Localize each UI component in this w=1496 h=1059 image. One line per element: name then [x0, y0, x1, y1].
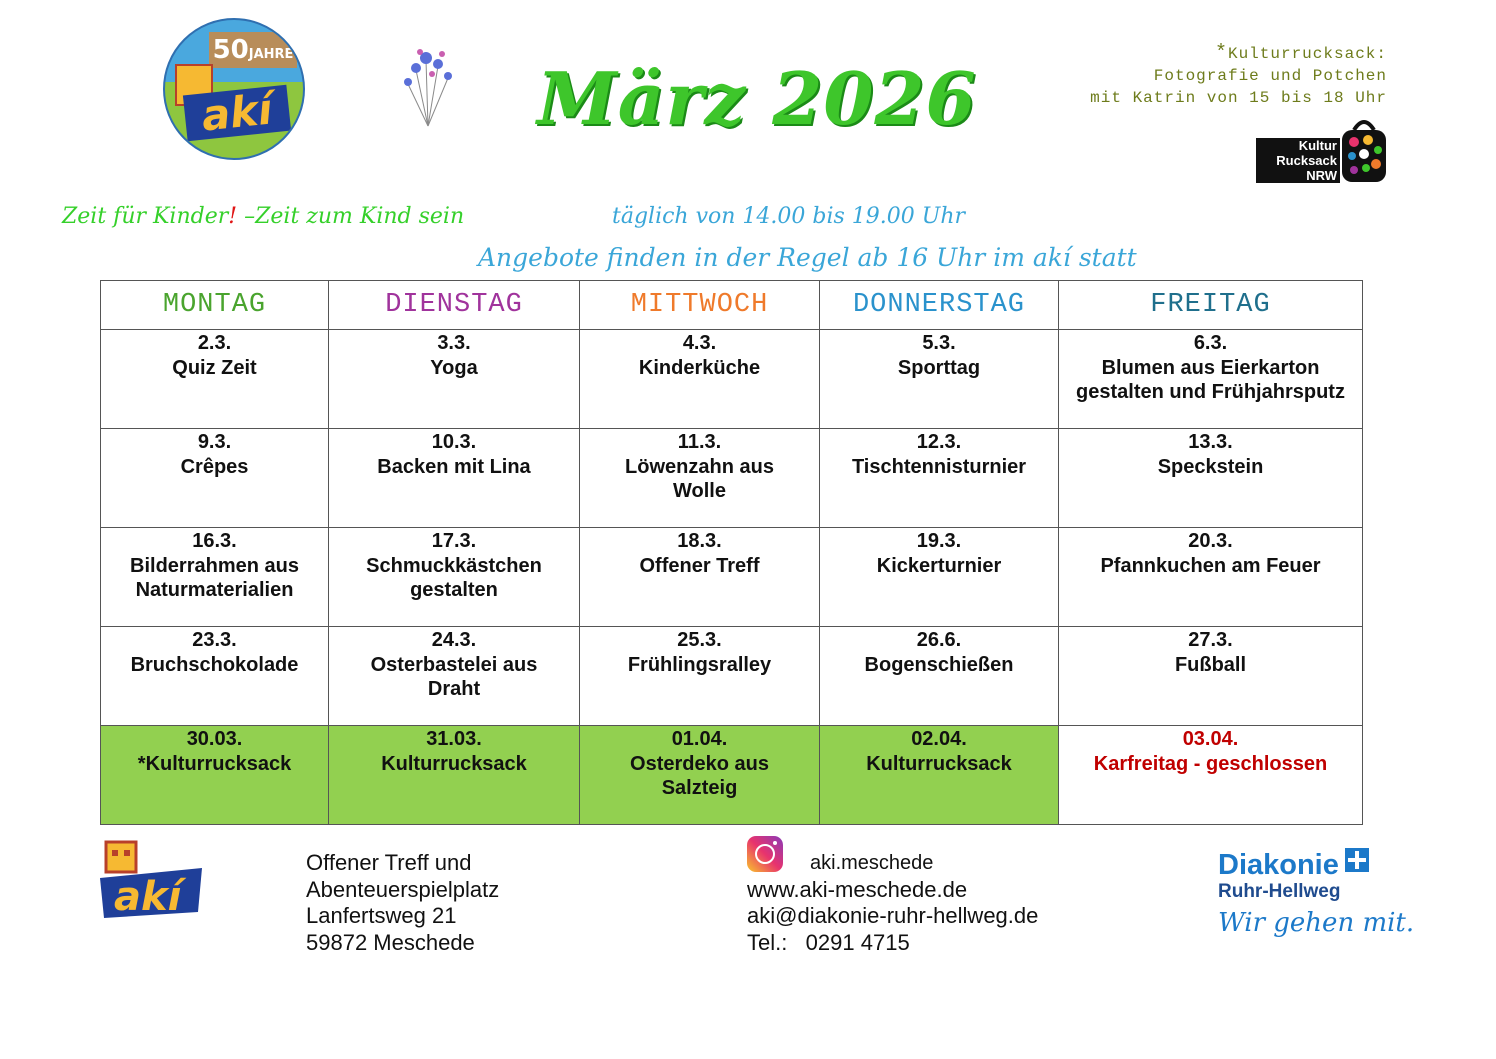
- schedule-cell: 11.3. Löwenzahn aus Wolle: [580, 429, 820, 528]
- schedule-cell: 24.3. Osterbastelei aus Draht: [329, 627, 580, 726]
- address-line: 59872 Meschede: [306, 929, 475, 955]
- contact-block: [747, 850, 1038, 956]
- svg-text:akí: akí: [114, 874, 182, 920]
- day-header-freitag: FREITAG: [1059, 281, 1363, 330]
- tagline-left: Zeit für Kinder! –Zeit zum Kind sein: [62, 204, 465, 229]
- table-row: [101, 726, 1363, 825]
- instagram-row: [747, 850, 1038, 877]
- diakonie-logo: [1218, 848, 1414, 943]
- kulturrucksack-nrw-logo: [1256, 116, 1390, 186]
- schedule-cell: 17.3. Schmuckkästchen gestalten: [329, 528, 580, 627]
- schedule-cell: 18.3. Offener Treff: [580, 528, 820, 627]
- phone-number: Tel.: 0291 4715: [747, 929, 910, 955]
- instagram-icon: [747, 836, 783, 872]
- schedule-cell: 3.3. Yoga: [329, 330, 580, 429]
- diakonie-cross-icon: [1345, 848, 1369, 872]
- table-row: [101, 528, 1363, 627]
- note-star: *: [1214, 42, 1228, 65]
- schedule-cell: 10.3. Backen mit Lina: [329, 429, 580, 528]
- logo-word: akí: [183, 85, 291, 142]
- day-header-donnerstag: DONNERSTAG: [820, 281, 1059, 330]
- schedule-cell: 13.3. Speckstein: [1059, 429, 1363, 528]
- schedule-table: [100, 280, 1363, 825]
- schedule-cell-closed: 03.04. Karfreitag - geschlossen: [1059, 726, 1363, 825]
- page-title: März 2026: [537, 56, 977, 141]
- opening-hours: täglich von 14.00 bis 19.00 Uhr: [612, 204, 966, 229]
- address-line: Offener Treff und: [306, 850, 472, 875]
- email-link[interactable]: aki@diakonie-ruhr-hellweg.de: [747, 903, 1039, 928]
- diakonie-name: Diakonie: [1218, 849, 1339, 881]
- schedule-cell: 2.3. Quiz Zeit: [101, 330, 329, 429]
- schedule-cell: 23.3. Bruchschokolade: [101, 627, 329, 726]
- schedule-cell: 12.3. Tischtennisturnier: [820, 429, 1059, 528]
- schedule-header-row: [101, 281, 1363, 330]
- flowers-icon: [398, 40, 460, 128]
- day-header-montag: MONTAG: [101, 281, 329, 330]
- diakonie-region: Ruhr-Hellweg: [1218, 881, 1341, 902]
- day-header-dienstag: DIENSTAG: [329, 281, 580, 330]
- schedule-cell: 6.3. Blumen aus Eierkarton gestalten und Frühjahrsputz: [1059, 330, 1363, 429]
- kulturrucksack-note: *Kulturrucksack: Fotografie und Potchen mit Katrin von 15 bis 18 Uhr: [1090, 42, 1387, 107]
- schedule-cell: 16.3. Bilderrahmen aus Naturmaterialien: [101, 528, 329, 627]
- schedule-cell-highlight: 31.03. Kulturrucksack: [329, 726, 580, 825]
- aki-50-jahre-logo: [163, 18, 305, 160]
- schedule-cell: 4.3. Kinderküche: [580, 330, 820, 429]
- kr-logo-text: Kultur Rucksack NRW: [1256, 138, 1340, 183]
- offers-note: Angebote finden in der Regel ab 16 Uhr im akí statt: [478, 243, 1137, 272]
- schedule-cell: 26.6. Bogenschießen: [820, 627, 1059, 726]
- schedule-cell-highlight: 02.04. Kulturrucksack: [820, 726, 1059, 825]
- website-link[interactable]: www.aki-meschede.de: [747, 876, 968, 902]
- schedule-cell: 20.3. Pfannkuchen am Feuer: [1059, 528, 1363, 627]
- diakonie-slogan: Wir gehen mit.: [1218, 908, 1415, 938]
- schedule-cell-highlight: 01.04. Osterdeko aus Salzteig: [580, 726, 820, 825]
- instagram-handle[interactable]: aki.meschede: [810, 852, 934, 874]
- table-row: [101, 627, 1363, 726]
- logo-sign: 50JAHRE: [209, 32, 297, 68]
- backpack-icon: [1340, 116, 1388, 184]
- address-line: Abenteuerspielplatz: [306, 876, 500, 902]
- address-line: Lanfertsweg 21: [306, 903, 457, 928]
- table-row: [101, 429, 1363, 528]
- address-block: [306, 850, 499, 956]
- schedule-cell: 9.3. Crêpes: [101, 429, 329, 528]
- aki-logo-small: [98, 838, 206, 922]
- schedule-cell: 19.3. Kickerturnier: [820, 528, 1059, 627]
- schedule-cell: 25.3. Frühlingsralley: [580, 627, 820, 726]
- schedule-cell: 27.3. Fußball: [1059, 627, 1363, 726]
- day-header-mittwoch: MITTWOCH: [580, 281, 820, 330]
- schedule-cell-highlight: 30.03. *Kulturrucksack: [101, 726, 329, 825]
- schedule-cell: 5.3. Sporttag: [820, 330, 1059, 429]
- table-row: [101, 330, 1363, 429]
